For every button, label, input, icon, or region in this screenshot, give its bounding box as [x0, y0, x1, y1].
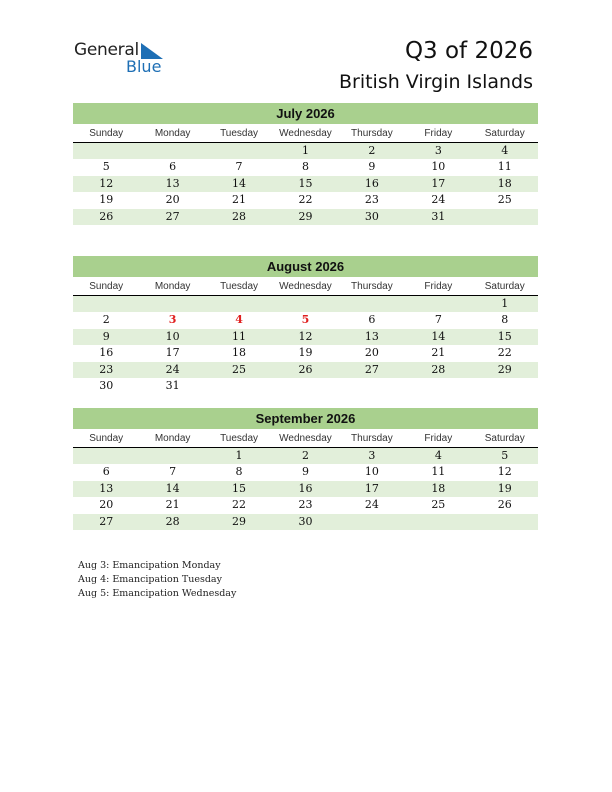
empty-day-cell — [339, 296, 405, 312]
day-cell: 18 — [497, 176, 512, 190]
empty-day-cell — [139, 448, 205, 464]
day-cell: 1 — [301, 144, 309, 157]
month-calendar — [73, 408, 538, 530]
week-row — [73, 497, 538, 513]
day-cell: 26 — [99, 209, 114, 223]
day-cell: 27 — [99, 514, 114, 528]
day-cell: 12 — [298, 329, 313, 343]
day-cell: 19 — [497, 481, 512, 495]
day-cell: 14 — [232, 176, 247, 190]
day-cell: 15 — [497, 329, 512, 343]
month-title: August 2026 — [73, 256, 538, 277]
day-cell: 10 — [364, 465, 379, 479]
weekday-label: Friday — [424, 433, 453, 444]
week-row — [73, 192, 538, 208]
week-row — [73, 143, 538, 159]
day-cell: 7 — [235, 160, 243, 174]
day-cell: 16 — [364, 176, 379, 190]
empty-day-cell — [405, 514, 471, 530]
day-cell: 8 — [301, 160, 309, 174]
weekday-label: Sunday — [89, 433, 124, 444]
weekday-label: Tuesday — [220, 128, 259, 139]
week-row — [73, 464, 538, 480]
day-cell: 22 — [497, 346, 512, 360]
day-cell: 4 — [501, 144, 509, 157]
day-cell: 2 — [102, 313, 110, 327]
logo-text-general: General — [74, 40, 139, 60]
day-cell: 8 — [235, 465, 243, 479]
weekday-label: Saturday — [484, 433, 525, 444]
day-cell: 23 — [99, 362, 114, 376]
day-cell: 9 — [368, 160, 376, 174]
day-cell: 12 — [99, 176, 114, 190]
weekday-label: Thursday — [351, 433, 393, 444]
day-cell: 17 — [165, 346, 180, 360]
holiday-notes — [78, 559, 236, 601]
day-cell: 30 — [99, 378, 114, 392]
day-cell: 24 — [364, 498, 379, 512]
weekday-label: Wednesday — [279, 281, 332, 292]
page-subtitle: British Virgin Islands — [338, 71, 533, 93]
weekday-label: Monday — [154, 433, 191, 444]
empty-day-cell — [139, 143, 205, 159]
day-cell: 14 — [165, 481, 180, 495]
day-cell: 13 — [99, 481, 114, 495]
day-cell: 6 — [368, 313, 376, 327]
weekday-label: Friday — [424, 281, 453, 292]
day-cell: 1 — [235, 449, 243, 462]
day-cell: 18 — [431, 481, 446, 495]
day-cell: 27 — [364, 362, 379, 376]
week-row — [73, 159, 538, 175]
day-cell: 16 — [298, 481, 313, 495]
day-cell: 17 — [431, 176, 446, 190]
week-row — [73, 296, 538, 312]
day-cell: 13 — [364, 329, 379, 343]
weekday-label: Tuesday — [220, 433, 259, 444]
day-cell: 29 — [298, 209, 313, 223]
day-cell: 21 — [232, 193, 247, 207]
month-title: September 2026 — [73, 408, 538, 429]
week-row — [73, 481, 538, 497]
empty-day-cell — [206, 378, 272, 394]
week-row — [73, 312, 538, 328]
day-cell: 22 — [232, 498, 247, 512]
day-cell: 28 — [165, 514, 180, 528]
day-cell: 1 — [501, 297, 509, 310]
day-cell: 30 — [298, 514, 313, 528]
empty-day-cell — [73, 143, 139, 159]
weekday-label: Monday — [154, 128, 191, 139]
day-cell: 20 — [99, 498, 114, 512]
day-cell: 8 — [501, 313, 509, 327]
weekday-label: Sunday — [89, 128, 124, 139]
day-cell: 25 — [431, 498, 446, 512]
day-cell: 25 — [497, 193, 512, 207]
empty-day-cell — [405, 378, 471, 394]
empty-day-cell — [206, 143, 272, 159]
day-cell: 6 — [169, 160, 177, 174]
weekday-label: Saturday — [484, 281, 525, 292]
day-cell: 31 — [431, 209, 446, 223]
day-cell: 10 — [431, 160, 446, 174]
day-cell: 18 — [232, 346, 247, 360]
day-cell: 28 — [232, 209, 247, 223]
day-cell: 2 — [368, 144, 376, 157]
empty-day-cell — [405, 296, 471, 312]
day-cell: 16 — [99, 346, 114, 360]
day-cell: 24 — [165, 362, 180, 376]
week-row — [73, 362, 538, 378]
weekday-label: Wednesday — [279, 128, 332, 139]
day-cell: 24 — [431, 193, 446, 207]
week-row — [73, 378, 538, 394]
week-row — [73, 345, 538, 361]
month-title: July 2026 — [73, 103, 538, 124]
day-cell: 23 — [298, 498, 313, 512]
logo-text-blue: Blue — [126, 57, 162, 76]
empty-day-cell — [272, 378, 338, 394]
week-row — [73, 448, 538, 464]
day-cell: 26 — [497, 498, 512, 512]
day-cell: 5 — [102, 160, 110, 174]
empty-day-cell — [73, 296, 139, 312]
day-cell: 13 — [165, 176, 180, 190]
weekday-label: Monday — [154, 281, 191, 292]
weekday-label: Sunday — [89, 281, 124, 292]
day-cell: 14 — [431, 329, 446, 343]
weekday-label: Thursday — [351, 128, 393, 139]
day-cell: 3 — [168, 313, 177, 327]
week-row — [73, 209, 538, 225]
day-cell: 2 — [301, 449, 309, 462]
month-calendar — [73, 256, 538, 394]
day-cell: 3 — [368, 449, 376, 462]
day-cell: 11 — [497, 160, 512, 174]
day-cell: 4 — [434, 449, 442, 462]
day-cell: 15 — [298, 176, 313, 190]
day-cell: 28 — [431, 362, 446, 376]
weekday-header-row — [73, 431, 538, 448]
day-cell: 21 — [431, 346, 446, 360]
day-cell: 29 — [232, 514, 247, 528]
weekday-label: Tuesday — [220, 281, 259, 292]
day-cell: 25 — [232, 362, 247, 376]
weekday-header-row — [73, 126, 538, 143]
day-cell: 17 — [364, 481, 379, 495]
day-cell: 22 — [298, 193, 313, 207]
day-cell: 7 — [434, 313, 442, 327]
day-cell: 20 — [165, 193, 180, 207]
day-cell: 6 — [102, 465, 110, 479]
day-cell: 10 — [165, 329, 180, 343]
week-row — [73, 514, 538, 530]
empty-day-cell — [339, 514, 405, 530]
weekday-label: Saturday — [484, 128, 525, 139]
day-cell: 5 — [501, 449, 509, 462]
week-row — [73, 329, 538, 345]
weekday-header-row — [73, 279, 538, 296]
holiday-note: Aug 5: Emancipation Wednesday — [78, 588, 237, 599]
day-cell: 23 — [364, 193, 379, 207]
holiday-note: Aug 3: Emancipation Monday — [78, 560, 221, 571]
day-cell: 19 — [99, 193, 114, 207]
empty-day-cell — [272, 296, 338, 312]
day-cell: 11 — [232, 329, 247, 343]
day-cell: 29 — [497, 362, 512, 376]
day-cell: 5 — [301, 313, 310, 327]
empty-day-cell — [139, 296, 205, 312]
empty-day-cell — [73, 448, 139, 464]
empty-day-cell — [472, 209, 538, 225]
empty-day-cell — [339, 378, 405, 394]
day-cell: 11 — [431, 465, 446, 479]
day-cell: 27 — [165, 209, 180, 223]
day-cell: 20 — [364, 346, 379, 360]
day-cell: 19 — [298, 346, 313, 360]
day-cell: 21 — [165, 498, 180, 512]
weekday-label: Friday — [424, 128, 453, 139]
month-calendar — [73, 103, 538, 225]
empty-day-cell — [206, 296, 272, 312]
day-cell: 9 — [301, 465, 309, 479]
day-cell: 7 — [169, 465, 177, 479]
day-cell: 12 — [497, 465, 512, 479]
day-cell: 3 — [434, 144, 442, 157]
day-cell: 26 — [298, 362, 313, 376]
empty-day-cell — [472, 378, 538, 394]
day-cell: 9 — [102, 329, 110, 343]
day-cell: 30 — [364, 209, 379, 223]
empty-day-cell — [472, 514, 538, 530]
weekday-label: Thursday — [351, 281, 393, 292]
week-row — [73, 176, 538, 192]
holiday-note: Aug 4: Emancipation Tuesday — [78, 574, 222, 585]
page-title: Q3 of 2026 — [404, 38, 533, 64]
day-cell: 15 — [232, 481, 247, 495]
day-cell: 4 — [235, 313, 243, 327]
day-cell: 31 — [165, 378, 180, 392]
weekday-label: Wednesday — [279, 433, 332, 444]
